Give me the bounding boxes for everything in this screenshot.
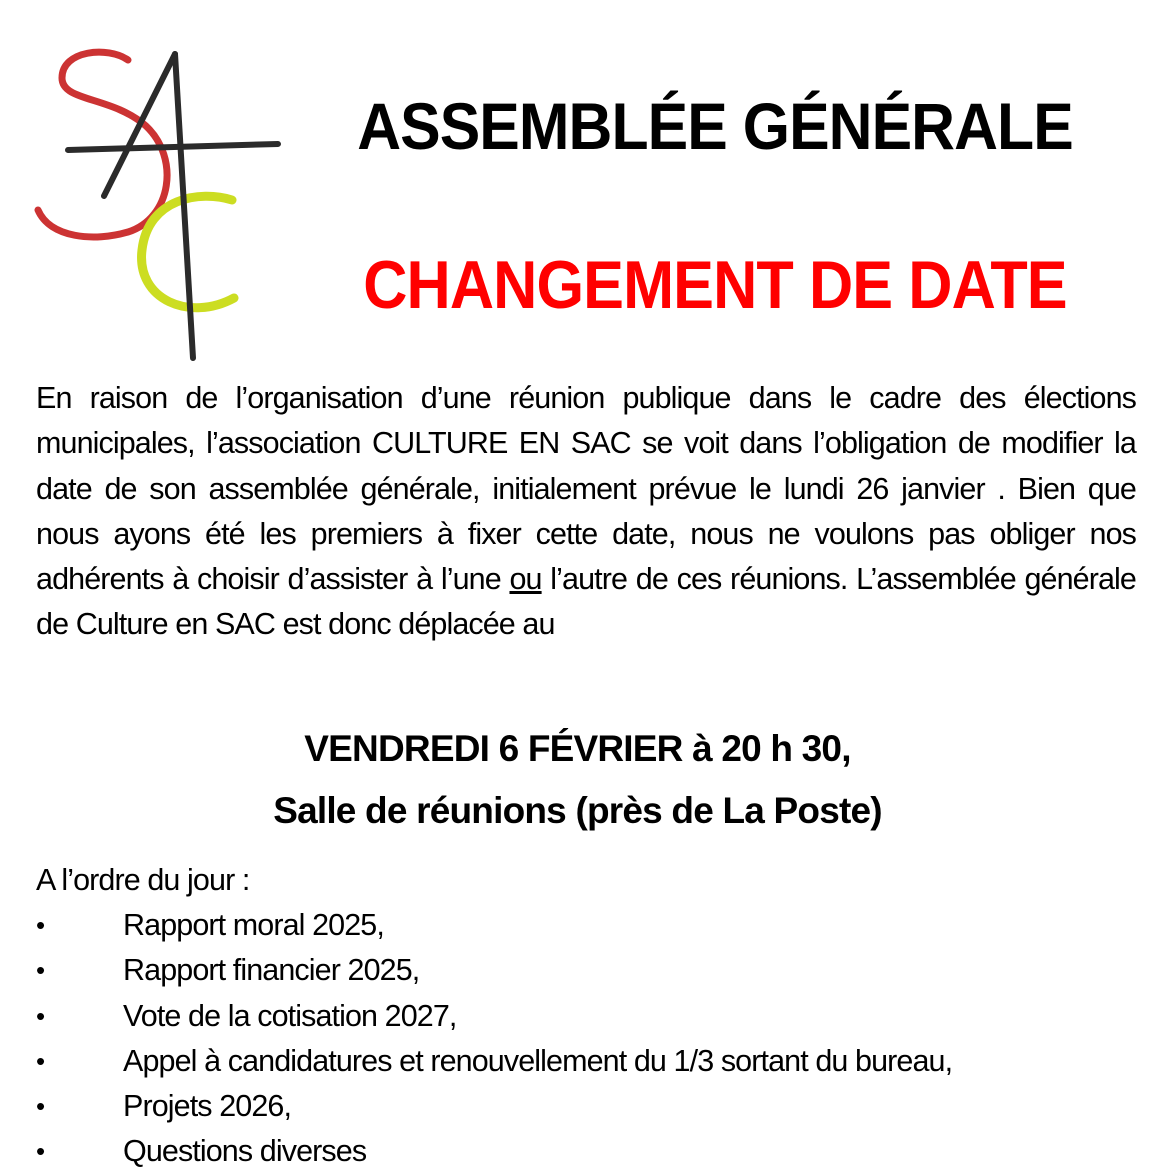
agenda-item-text: Questions diverses [123, 1134, 367, 1169]
bullet-icon: • [36, 1091, 45, 1122]
agenda-item-text: Vote de la cotisation 2027, [123, 998, 457, 1033]
agenda-item [36, 1084, 952, 1129]
agenda-list [36, 903, 952, 1175]
intro-underlined-word: ou [509, 562, 542, 597]
date-change-heading: CHANGEMENT DE DATE [363, 247, 1067, 323]
agenda-item-text: Projets 2026, [123, 1089, 292, 1124]
agenda-item-text: Appel à candidatures et renouvellement du 1/3 sortant du bureau, [123, 1043, 953, 1078]
agenda-heading: A l’ordre du jour : [36, 863, 250, 897]
event-details [0, 718, 1155, 842]
agenda-item-text: Rapport financier 2025, [123, 953, 420, 988]
agenda-item-text: Rapport moral 2025, [123, 908, 384, 942]
agenda-item [36, 994, 952, 1039]
sac-logo-icon [20, 40, 300, 370]
bullet-icon: • [36, 1136, 45, 1167]
bullet-icon: • [36, 1045, 45, 1076]
agenda-item [36, 1129, 952, 1174]
bullet-icon: • [36, 1000, 45, 1031]
agenda-item [36, 903, 952, 948]
agenda-item [36, 1039, 952, 1084]
page-title: ASSEMBLÉE GÉNÉRALE [357, 89, 1073, 163]
intro-paragraph [36, 376, 1136, 648]
bullet-icon: • [36, 955, 45, 986]
agenda-item [36, 948, 952, 993]
intro-text-part2: l’autre de ces réunions. L’assemblée générale de Culture en SAC est donc déplacée au [36, 562, 1136, 642]
event-location: Salle de réunions (près de La Poste) [273, 790, 882, 831]
intro-text-part1: En raison de l’organisation d’une réunion publique dans le cadre des élections municipales, l’association CULTURE EN SAC se voit dans l’obligation de modifier la date de son assemblée générale, initialement prévue le lundi 26 janvier . Bien que nous ayons été les premiers à fixer cette date, nous ne voulons pas obliger nos adhérents à choisir d’assister à l’une [36, 381, 1136, 597]
bullet-icon: • [36, 910, 45, 940]
sac-logo [20, 40, 300, 370]
event-date: VENDREDI 6 FÉVRIER à 20 h 30, [304, 728, 851, 769]
